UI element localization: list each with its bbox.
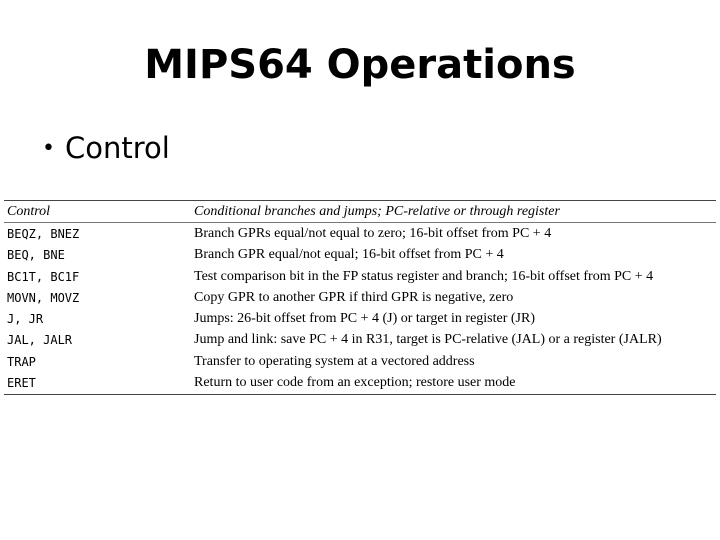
description-cell: Jumps: 26-bit offset from PC + 4 (J) or target in register (JR) [194, 311, 536, 327]
table-row [4, 266, 716, 287]
instruction-cell: J, JR [7, 312, 44, 327]
instruction-cell: BEQ, BNE [7, 248, 65, 263]
instruction-cell: ERET [7, 376, 36, 391]
header-col2: Conditional branches and jumps; PC-relative or through register [194, 203, 560, 219]
description-cell: Branch GPRs equal/not equal to zero; 16-bit offset from PC + 4 [194, 225, 552, 241]
description-cell: Transfer to operating system at a vectored address [194, 353, 475, 369]
table-row [4, 372, 716, 393]
table-row [4, 245, 716, 266]
instruction-cell: JAL, JALR [7, 333, 73, 348]
bullet-dot-icon: • [42, 135, 55, 161]
slide-title: MIPS64 Operations [144, 42, 576, 88]
table-header-row [4, 201, 716, 223]
instruction-cell: MOVN, MOVZ [7, 290, 80, 305]
description-cell: Branch GPR equal/not equal; 16-bit offset from PC + 4 [194, 247, 504, 263]
table-row [4, 287, 716, 308]
description-cell: Test comparison bit in the FP status register and branch; 16-bit offset from PC + 4 [194, 268, 654, 284]
control-operations-table [4, 200, 716, 395]
description-cell: Jump and link: save PC + 4 in R31, target is PC-relative (JAL) or a register (JALR) [194, 332, 662, 348]
table-row [4, 351, 716, 372]
bullet-text: Control [64, 131, 170, 165]
table-row [4, 330, 716, 351]
bullet-item [42, 131, 170, 165]
table-row [4, 308, 716, 329]
header-col1: Control [7, 203, 51, 219]
instruction-cell: BEQZ, BNEZ [7, 226, 80, 241]
description-cell: Return to user code from an exception; restore user mode [194, 375, 516, 391]
description-cell: Copy GPR to another GPR if third GPR is negative, zero [194, 289, 514, 305]
instruction-cell: BC1T, BC1F [7, 269, 80, 284]
table-row [4, 223, 716, 244]
instruction-cell: TRAP [7, 354, 36, 369]
